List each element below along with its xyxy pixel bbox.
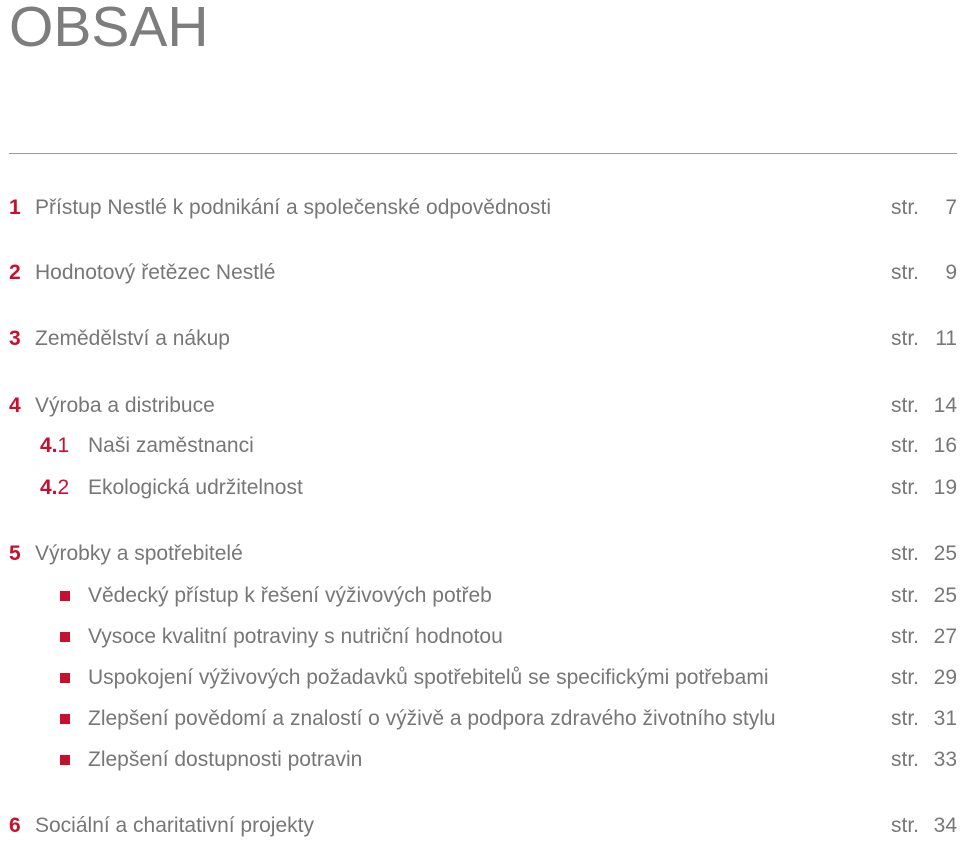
toc-bullet-entry[interactable] xyxy=(0,745,960,775)
toc-entry-4-1[interactable] xyxy=(0,431,960,461)
subsection-number-major: 4. xyxy=(40,476,58,499)
subsection-title: Ekologická udržitelnost xyxy=(88,476,303,499)
page-prefix: str. xyxy=(891,261,920,284)
toc-entry-4-2[interactable] xyxy=(0,473,960,503)
page-prefix: str. xyxy=(891,476,920,499)
bullet-square-icon xyxy=(60,714,70,724)
section-number: 5 xyxy=(9,542,21,565)
page-number: 25 xyxy=(933,542,957,565)
page-title: OBSAH xyxy=(9,0,209,59)
bullet-title: Uspokojení výživových požadavků spotřebitelů se specifickými potřebami xyxy=(88,666,769,689)
section-number: 6 xyxy=(9,814,21,837)
bullet-title: Zlepšení dostupnosti potravin xyxy=(88,748,363,771)
toc-entry-5[interactable] xyxy=(0,539,960,569)
section-title: Výrobky a spotřebitelé xyxy=(35,542,243,565)
page-prefix: str. xyxy=(891,584,920,607)
subsection-number xyxy=(40,473,69,503)
section-title: Výroba a distribuce xyxy=(35,394,215,417)
bullet-title: Zlepšení povědomí a znalostí o výživě a podpora zdravého životního stylu xyxy=(88,707,776,730)
section-number: 1 xyxy=(9,196,21,219)
page-prefix: str. xyxy=(891,542,920,565)
bullet-square-icon xyxy=(60,632,70,642)
page-prefix: str. xyxy=(891,327,920,350)
page-prefix: str. xyxy=(891,707,920,730)
title-divider xyxy=(9,153,957,154)
page-number: 7 xyxy=(945,196,957,219)
bullet-square-icon xyxy=(60,755,70,765)
page-number: 31 xyxy=(933,707,957,730)
page-prefix: str. xyxy=(891,748,920,771)
subsection-number xyxy=(40,431,69,461)
toc-entry-3[interactable] xyxy=(0,324,960,354)
page-prefix: str. xyxy=(891,394,920,417)
section-number: 4 xyxy=(9,394,21,417)
section-title: Zemědělství a nákup xyxy=(35,327,230,350)
toc-entry-1[interactable] xyxy=(0,193,960,223)
subsection-title: Naši zaměstnanci xyxy=(88,434,254,457)
page-prefix: str. xyxy=(891,814,920,837)
section-number: 3 xyxy=(9,327,21,350)
page-number: 11 xyxy=(935,327,957,350)
page-number: 25 xyxy=(933,584,957,607)
page-number: 19 xyxy=(933,476,957,499)
toc-entry-2[interactable] xyxy=(0,258,960,288)
subsection-number-minor: 2 xyxy=(57,476,70,499)
bullet-title: Vysoce kvalitní potraviny s nutriční hodnotou xyxy=(88,625,503,648)
toc-entry-6[interactable] xyxy=(0,811,960,841)
toc-bullet-entry[interactable] xyxy=(0,663,960,693)
page-number: 16 xyxy=(933,434,957,457)
bullet-square-icon xyxy=(60,673,70,683)
page-number: 34 xyxy=(933,814,957,837)
page-number: 33 xyxy=(933,748,957,771)
section-title: Přístup Nestlé k podnikání a společenské odpovědnosti xyxy=(35,196,551,219)
subsection-number-minor: 1 xyxy=(57,434,70,457)
toc-bullet-entry[interactable] xyxy=(0,581,960,611)
toc-bullet-entry[interactable] xyxy=(0,704,960,734)
page-prefix: str. xyxy=(891,666,920,689)
bullet-square-icon xyxy=(60,591,70,601)
page-number: 9 xyxy=(945,261,957,284)
section-title: Hodnotový řetězec Nestlé xyxy=(35,261,276,284)
toc-entry-4[interactable] xyxy=(0,391,960,421)
section-title: Sociální a charitativní projekty xyxy=(35,814,314,837)
subsection-number-major: 4. xyxy=(40,434,58,457)
page-prefix: str. xyxy=(891,625,920,648)
page-number: 29 xyxy=(933,666,957,689)
page-prefix: str. xyxy=(891,434,920,457)
bullet-title: Vědecký přístup k řešení výživových potřeb xyxy=(88,584,492,607)
page-number: 14 xyxy=(933,394,957,417)
toc-bullet-entry[interactable] xyxy=(0,622,960,652)
page-number: 27 xyxy=(933,625,957,648)
page-prefix: str. xyxy=(891,196,920,219)
section-number: 2 xyxy=(9,261,21,284)
